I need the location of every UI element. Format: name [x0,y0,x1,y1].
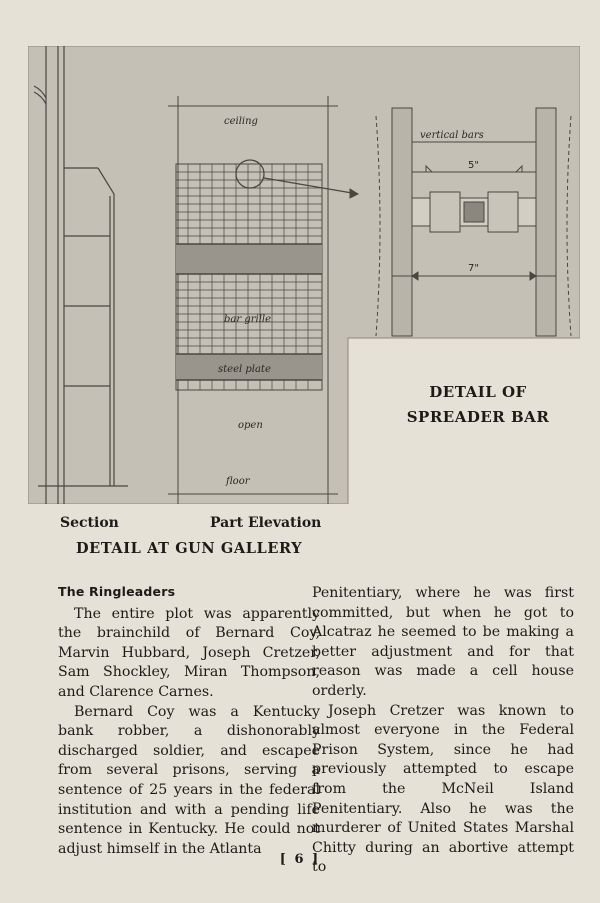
label-open: open [238,420,263,431]
label-floor: floor [226,476,250,487]
caption-section: Section [60,515,119,531]
caption-main: DETAIL AT GUN GALLERY [76,540,303,557]
article-column-left [58,582,320,859]
label-steel-plate: steel plate [218,364,271,375]
paragraph: Penitentiary, where he was first committed, but when he got to Alcatraz he seemed to be making a better adjustment and for that reason was made a cell house orderly. [312,585,574,699]
caption-part-elevation: Part Elevation [210,515,322,531]
label-vertical-bars: vertical bars [420,130,484,141]
spreader-bar-title [398,380,558,430]
paragraph: Bernard Coy was a Kentucky bank robber, a dishonorably discharged soldier, and escapee from several prisons, serving a sentence of 25 years in the federal institution and with a pending life sentence in Kentucky. He could not adjust himself in the Atlanta [58,703,320,857]
article-column-right [312,584,574,878]
paragraph: The entire plot was apparently the brainchild of Bernard Coy, Marvin Hubbard, Joseph Cretzer, Sam Shockley, Miran Thompson, and Clarence Carnes. [58,605,320,700]
paragraph: Joseph Cretzer was known to almost everyone in the Federal Prison System, since he had previously attempted to escape from the McNeil Island Penitentiary. Also he was the murderer of United States Marshal Chitty during an abortive attempt to [312,702,574,876]
spreader-bar-title-line2: SPREADER BAR [406,408,550,426]
label-dim-5: 5" [468,160,479,171]
label-ceiling: ceiling [224,116,258,127]
label-dim-7: 7" [468,263,479,274]
page-number: [ 6 ] [279,852,321,867]
gun-gallery-drawing [28,46,580,504]
spreader-bar-title-line1: DETAIL OF [429,383,527,401]
section-heading: The Ringleaders [58,584,176,599]
label-bar-grille: bar grille [224,314,272,325]
